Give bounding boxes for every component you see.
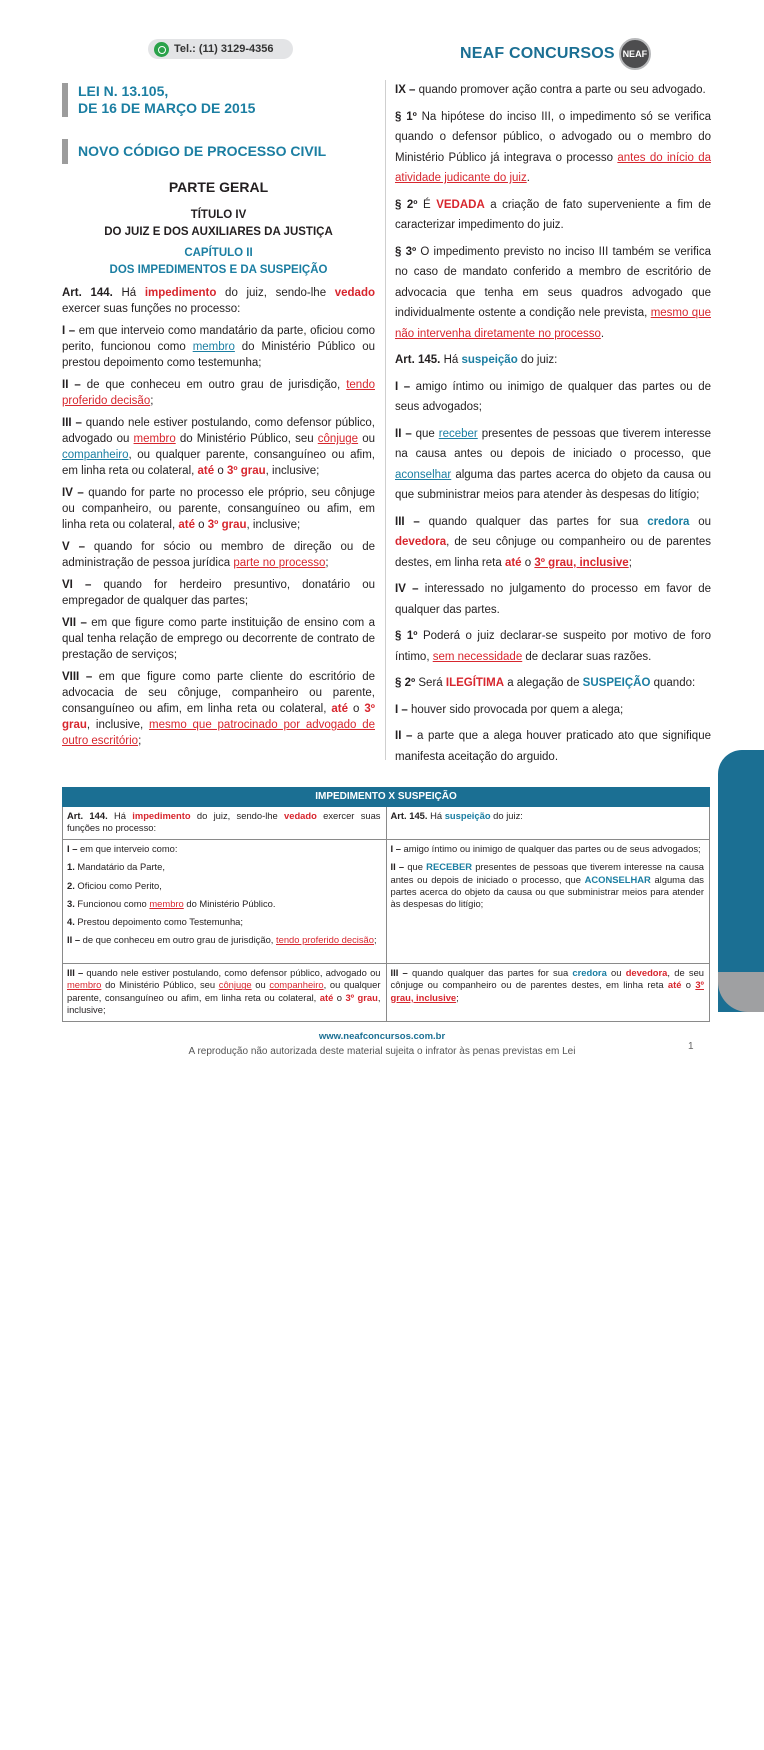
- list-item: II – que RECEBER presentes de pessoas que tiverem interesse na causa antes ou depois de iniciado o processo, que ACONSELHAR alguma das partes acerca do objeto da causa ou que subministrar meios para atender às despesas do litígio;: [390, 861, 704, 910]
- left-column: [62, 80, 375, 749]
- capitulo-heading: [62, 245, 375, 279]
- list-item: II – de que conheceu em outro grau de jurisdição, tendo proferido decisão;: [67, 934, 377, 946]
- table-row: [63, 807, 710, 840]
- art144-paragrafo-2: § 2º É VEDADA a criação de fato superveniente a fim de caracterizar impedimento do juiz.: [395, 198, 712, 231]
- art145-inciso-i: I – amigo íntimo ou inimigo de qualquer das partes ou de seus advogados;: [395, 380, 711, 413]
- table-cell-suspeicao: III – quando qualquer das partes for sua credora ou devedora, de seu cônjuge ou companheiro ou de parentes destes, em linha reta até o 3º grau, inclusive;: [386, 964, 710, 1022]
- list-item: I – em que interveio como:: [67, 843, 178, 855]
- art144-paragrafo-3: § 3º O impedimento previsto no inciso III também se verifica no caso de mandato conferido a membro de escritório de advocacia que tenha em seus quadros advogado que individualmente ostente a condição nele prevista, mesmo que não intervenha diretamente no processo.: [395, 245, 711, 340]
- table-cell-impedimento: Art. 144. Há impedimento do juiz, sendo-lhe vedado exercer suas funções no processo:: [63, 807, 387, 840]
- list-item: I – amigo íntimo ou inimigo de qualquer das partes ou de seus advogados;: [390, 843, 701, 855]
- art144-inciso-ii: II – de que conheceu em outro grau de jurisdição, tendo proferido decisão;: [62, 379, 375, 407]
- list-item: 2. Oficiou como Perito,: [67, 879, 162, 891]
- section-side-tab: [718, 750, 764, 1727]
- list-item: 3. Funcionou como membro do Ministério Público.: [67, 897, 276, 909]
- logo-text: NEAF: [622, 49, 648, 59]
- brand: [460, 38, 651, 70]
- art144-caput: Art. 144. Há impedimento do juiz, sendo-lhe vedado exercer suas funções no processo:: [62, 287, 375, 315]
- titulo-name: DO JUIZ E DOS AUXILIARES DA JUSTIÇA: [104, 226, 333, 238]
- list-item: 1. Mandatário da Parte,: [67, 861, 165, 873]
- phone-contact: [148, 39, 293, 59]
- titulo-heading: [62, 207, 375, 241]
- right-column: [395, 80, 711, 767]
- capitulo-number: CAPÍTULO II: [184, 247, 253, 259]
- phone-number: Tel.: (11) 3129-4356: [174, 43, 274, 55]
- art144-inciso-v: V – quando for sócio ou membro de direção ou de administração de pessoa jurídica parte no processo;: [62, 541, 375, 569]
- art144-inciso-ix: IX – quando promover ação contra a parte ou seu advogado.: [395, 84, 706, 96]
- art145-caput: Art. 145. Há suspeição do juiz:: [395, 354, 558, 366]
- table-row: [63, 840, 710, 964]
- page-number: 1: [688, 1041, 694, 1052]
- table-cell-suspeicao: [386, 840, 710, 964]
- art144-inciso-iv: IV – quando for parte no processo ele próprio, seu cônjuge ou companheiro, ou parente, consanguíneo ou afim, em linha reta ou colateral, até o 3º grau, inclusive;: [62, 487, 375, 531]
- art144-paragrafo-1: § 1º Na hipótese do inciso III, o impedimento só se verifica quando o defensor público, o advogado ou o membro do Ministério Público já integrava o processo antes do início da atividade judicante do juiz.: [395, 110, 712, 184]
- art145-inciso-iii: III – quando qualquer das partes for sua credora ou devedora, de seu cônjuge ou companheiro ou de parentes destes, em linha reta até o 3º grau, inclusive;: [395, 515, 711, 569]
- art145-paragrafo-2-inciso-i: I – houver sido provocada por quem a alega;: [395, 703, 624, 716]
- capitulo-name: DOS IMPEDIMENTOS E DA SUSPEIÇÃO: [109, 264, 328, 276]
- footer-url[interactable]: www.neafconcursos.com.br: [318, 1031, 446, 1042]
- parte-heading: PARTE GERAL: [168, 179, 269, 195]
- art144-inciso-vi: VI – quando for herdeiro presuntivo, donatário ou empregador de qualquer das partes;: [62, 579, 375, 607]
- art145-inciso-iv: IV – interessado no julgamento do processo em favor de qualquer das partes.: [395, 583, 711, 616]
- whatsapp-icon: [154, 42, 169, 57]
- code-title: [62, 139, 375, 164]
- art145-paragrafo-2-inciso-ii: II – a parte que a alega houver praticado ato que signifique manifesta aceitação do arguido.: [395, 730, 711, 763]
- table-cell-impedimento: [63, 840, 387, 964]
- art145-paragrafo-2: § 2º Será ILEGÍTIMA a alegação de SUSPEIÇÃO quando:: [395, 677, 696, 689]
- table-row: [63, 964, 710, 1022]
- titulo-number: TÍTULO IV: [190, 209, 247, 221]
- copyright-notice: A reprodução não autorizada deste material sujeita o infrator às penas previstas em Lei: [188, 1046, 576, 1057]
- art145-paragrafo-1: § 1º Poderá o juiz declarar-se suspeito por motivo de foro íntimo, sem necessidade de declarar suas razões.: [395, 630, 712, 663]
- table-cell-suspeicao: Art. 145. Há suspeição do juiz:: [386, 807, 710, 840]
- table-header: IMPEDIMENTO X SUSPEIÇÃO: [63, 788, 710, 807]
- brand-name: NEAF CONCURSOS: [460, 45, 615, 62]
- table-cell-impedimento: III – quando nele estiver postulando, como defensor público, advogado ou membro do Ministério Público, seu cônjuge ou companheiro, ou qualquer parente, consanguíneo ou afim, em linha reta ou colateral, até o 3º grau, inclusive;: [63, 964, 387, 1022]
- art145-inciso-ii: II – que receber presentes de pessoas que tiverem interesse na causa antes ou depois de iniciado o processo, que aconselhar alguma das partes acerca do objeto da causa ou que subministrar meios para atender às despesas do litígio;: [395, 427, 711, 501]
- neaf-logo-icon: [619, 38, 651, 70]
- column-divider: [385, 80, 386, 760]
- law-number: LEI N. 13.105,: [78, 83, 169, 99]
- art144-inciso-vii: VII – em que figure como parte instituição de ensino com a qual tenha relação de emprego ou decorrente de contrato de prestação de serviços;: [62, 617, 375, 661]
- list-item: 4. Prestou depoimento como Testemunha;: [67, 916, 243, 928]
- art144-inciso-iii: III – quando nele estiver postulando, como defensor público, advogado ou membro do Ministério Público, seu cônjuge ou companheiro, ou qualquer parente, consanguíneo ou afim, em linha reta ou colateral, até o 3º grau, inclusive;: [62, 417, 375, 477]
- law-date: DE 16 DE MARÇO DE 2015: [78, 100, 256, 116]
- comparison-table: [62, 787, 710, 1022]
- code-name: NOVO CÓDIGO DE PROCESSO CIVIL: [78, 143, 327, 159]
- law-title: [62, 83, 375, 117]
- art144-inciso-viii: VIII – em que figure como parte cliente do escritório de advocacia de seu cônjuge, companheiro ou parente, consanguíneo ou afim, em linha reta ou colateral, até o 3º grau, inclusive, mesmo que patrocinado por advogado de outro escritório;: [62, 671, 375, 747]
- side-tab-label: DIREITO PROCESSUAL CIVIL: [718, 1533, 754, 1727]
- art144-inciso-i: I – em que interveio como mandatário da parte, oficiou como perito, funcionou como membro do Ministério Público ou prestou depoimento como testemunha;: [62, 325, 376, 369]
